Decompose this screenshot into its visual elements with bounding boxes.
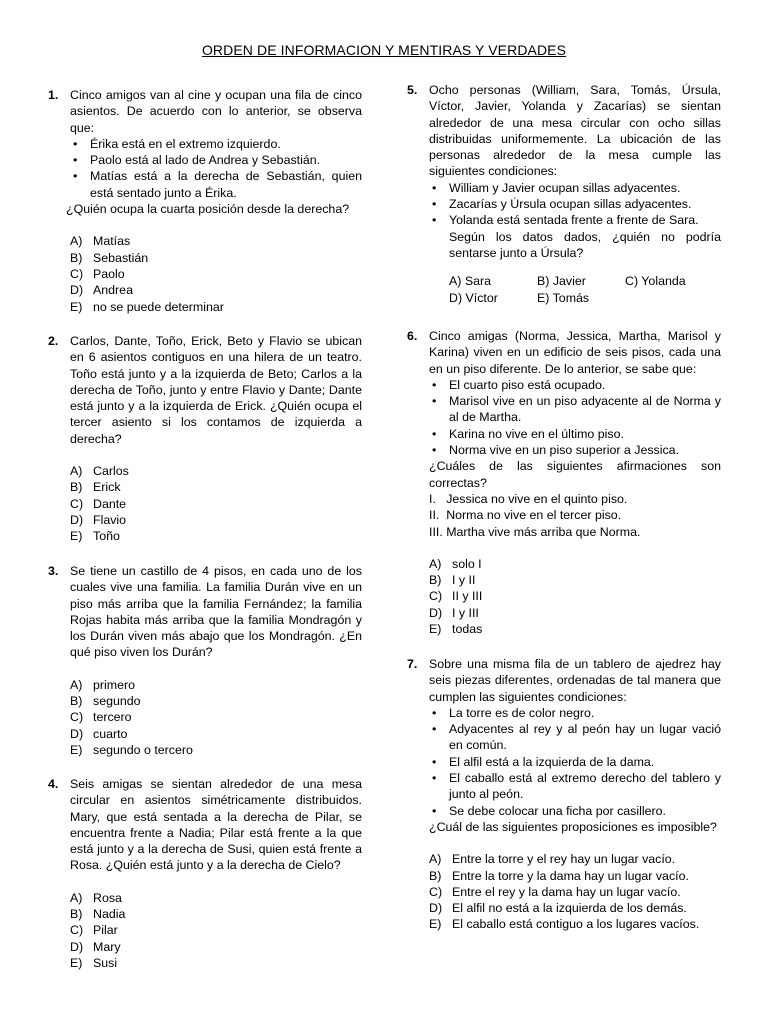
answer-option[interactable]: D) Flavio	[70, 512, 127, 527]
question-1	[48, 87, 362, 315]
answer-option[interactable]: B) Entre la torre y la dama hay un lugar vacío.	[429, 868, 689, 883]
answer-option[interactable]: E) todas	[429, 622, 483, 637]
condition-item: • Marisol vive en un piso adyacente al de Norma y al de Martha.	[429, 393, 721, 426]
question-7	[407, 656, 721, 933]
question-number: 3.	[48, 564, 59, 578]
question-number: 4.	[48, 777, 59, 791]
question-3	[48, 563, 362, 758]
answer-option[interactable]: B) segundo	[70, 694, 141, 709]
answer-option[interactable]: C) Entre el rey y la dama hay un lugar vacío.	[429, 884, 681, 899]
answer-option[interactable]: B) Erick	[70, 480, 121, 495]
condition-item: • Adyacentes al rey y al peón hay un lugar vació en común.	[429, 721, 721, 754]
question-text: Carlos, Dante, Toño, Erick, Beto y Flavio se ubican en 6 asientos contiguos en una hilera de un teatro. Toño está junto y a la izquierda de Beto; Carlos a la derecha de Toño, junto y entre Flavio y Dante; Dante está junto y a la izquierda de Erick. ¿Quién ocupa el tercer asiento si los contamos de izquierda a derecha?	[70, 334, 362, 446]
question-number: 2.	[48, 334, 59, 348]
question-prompt: ¿Quién ocupa la cuarta posición desde la derecha?	[66, 202, 350, 217]
statement-item: III. Martha vive más arriba que Norma.	[429, 524, 641, 539]
answer-option[interactable]: D) Mary	[70, 939, 121, 954]
statement-item: I. Jessica no vive en el quinto piso.	[429, 491, 628, 506]
answer-option[interactable]: E) El caballo está contiguo a los lugares vacíos.	[429, 917, 700, 932]
answer-option[interactable]: D) Andrea	[70, 283, 133, 298]
condition-item: • El cuarto piso está ocupado.	[429, 377, 721, 393]
condition-item: • Matías está a la derecha de Sebastián, quien está sentado junto a Érika.	[70, 168, 362, 201]
condition-item: • Karina no vive en el último piso.	[429, 426, 721, 442]
answer-option[interactable]: D) El alfil no está a la izquierda de los demás.	[429, 901, 687, 916]
question-text: Sobre una misma fila de un tablero de ajedrez hay seis piezas diferentes, ordenadas de tal manera que cumplen las siguientes condiciones:	[429, 657, 721, 704]
question-4	[48, 776, 362, 971]
condition-item: • William y Javier ocupan sillas adyacentes.	[429, 180, 721, 196]
answer-option[interactable]: D) I y III	[429, 605, 479, 620]
answer-option[interactable]: A) Entre la torre y el rey hay un lugar vacío.	[429, 852, 676, 867]
answer-option[interactable]: E) Tomás	[537, 290, 590, 305]
statement-item: II. Norma no vive en el tercer piso.	[429, 508, 622, 523]
condition-item: • Érika está en el extremo izquierdo.	[70, 136, 362, 152]
answer-option[interactable]: C) Dante	[70, 496, 127, 511]
question-number: 6.	[407, 329, 418, 343]
answer-option[interactable]: E) Susi	[70, 955, 118, 970]
question-prompt: Según los datos dados, ¿quién no podría sentarse junto a Úrsula?	[449, 229, 721, 260]
answer-option[interactable]: D) Víctor	[449, 290, 498, 305]
question-prompt: ¿Cuáles de las siguientes afirmaciones son correctas?	[429, 459, 721, 490]
answer-option[interactable]: E) no se puede determinar	[70, 299, 224, 314]
question-text: Ocho personas (William, Sara, Tomás, Úrsula, Víctor, Javier, Yolanda y Zacarías) se sientan alrededor de una mesa circular con ocho sillas distribuidas uniformemente. La ubicación de las personas alrededor de la mesa cumple las siguientes condiciones:	[429, 83, 721, 179]
answer-option[interactable]: C) tercero	[70, 710, 132, 725]
answer-option[interactable]: B) Sebastián	[70, 250, 149, 265]
answer-option[interactable]: A) Rosa	[70, 890, 122, 905]
answer-option[interactable]: B) Javier	[537, 274, 586, 289]
answer-option[interactable]: A) Sara	[449, 274, 492, 289]
question-text: Seis amigas se sientan alrededor de una mesa circular en asientos simétricamente distribuidos. Mary, que está sentada a la derecha de Pilar, se encuentra frente a Nadia; Pilar está frente a la que está junto y a la derecha de Susi, quien está frente a Rosa. ¿Quién está junto y a la derecha de Cielo?	[70, 777, 362, 873]
answer-option[interactable]: B) Nadia	[70, 907, 126, 922]
question-text: Se tiene un castillo de 4 pisos, en cada uno de los cuales vive una familia. La familia Durán vive en un piso más arriba que la familia Fernández; la familia Rojas habita más arriba que la familia Mondragón y los Durán viven más abajo que los Mondragón. ¿En qué piso viven los Durán?	[70, 564, 362, 660]
question-number: 1.	[48, 88, 59, 102]
answer-option[interactable]: E) Toño	[70, 529, 120, 544]
condition-item: • La torre es de color negro.	[429, 705, 721, 721]
condition-item: • Zacarías y Úrsula ocupan sillas adyacentes.	[429, 196, 721, 212]
condition-item: • Norma vive en un piso superior a Jessica.	[429, 442, 721, 458]
answer-option[interactable]: E) segundo o tercero	[70, 742, 193, 757]
answer-option[interactable]: A) Matías	[70, 234, 131, 249]
answer-option[interactable]: A) primero	[70, 677, 135, 692]
answer-option[interactable]: D) cuarto	[70, 726, 128, 741]
question-5	[407, 82, 721, 306]
condition-item: • Se debe colocar una ficha por casillero.	[429, 803, 721, 819]
answer-option[interactable]: A) solo I	[429, 556, 482, 571]
question-text: Cinco amigas (Norma, Jessica, Martha, Marisol y Karina) viven en un edificio de seis pisos, cada una en un piso diferente. De lo anterior, se sabe que:	[429, 329, 721, 376]
condition-item: • Yolanda está sentada frente a frente de Sara.	[429, 212, 721, 228]
question-text: Cinco amigos van al cine y ocupan una fila de cinco asientos. De acuerdo con lo anterior, se observa que:	[70, 88, 362, 135]
answer-option[interactable]: C) Pilar	[70, 923, 118, 938]
answer-option[interactable]: C) Yolanda	[625, 274, 686, 289]
question-prompt: ¿Cuál de las siguientes proposiciones es imposible?	[429, 819, 717, 834]
page-title: ORDEN DE INFORMACION Y MENTIRAS Y VERDADES	[201, 42, 567, 58]
question-6	[407, 328, 721, 637]
question-2	[48, 333, 362, 545]
answer-option[interactable]: C) II y III	[429, 589, 483, 604]
answer-option[interactable]: A) Carlos	[70, 464, 129, 479]
condition-item: • El alfil está a la izquierda de la dama.	[429, 754, 721, 770]
condition-item: • Paolo está al lado de Andrea y Sebastián.	[70, 152, 362, 168]
question-number: 7.	[407, 657, 418, 671]
answer-option[interactable]: C) Paolo	[70, 266, 125, 281]
answer-option[interactable]: B) I y II	[429, 573, 476, 588]
question-number: 5.	[407, 83, 418, 97]
condition-item: • El caballo está al extremo derecho del tablero y junto al peón.	[429, 770, 721, 803]
